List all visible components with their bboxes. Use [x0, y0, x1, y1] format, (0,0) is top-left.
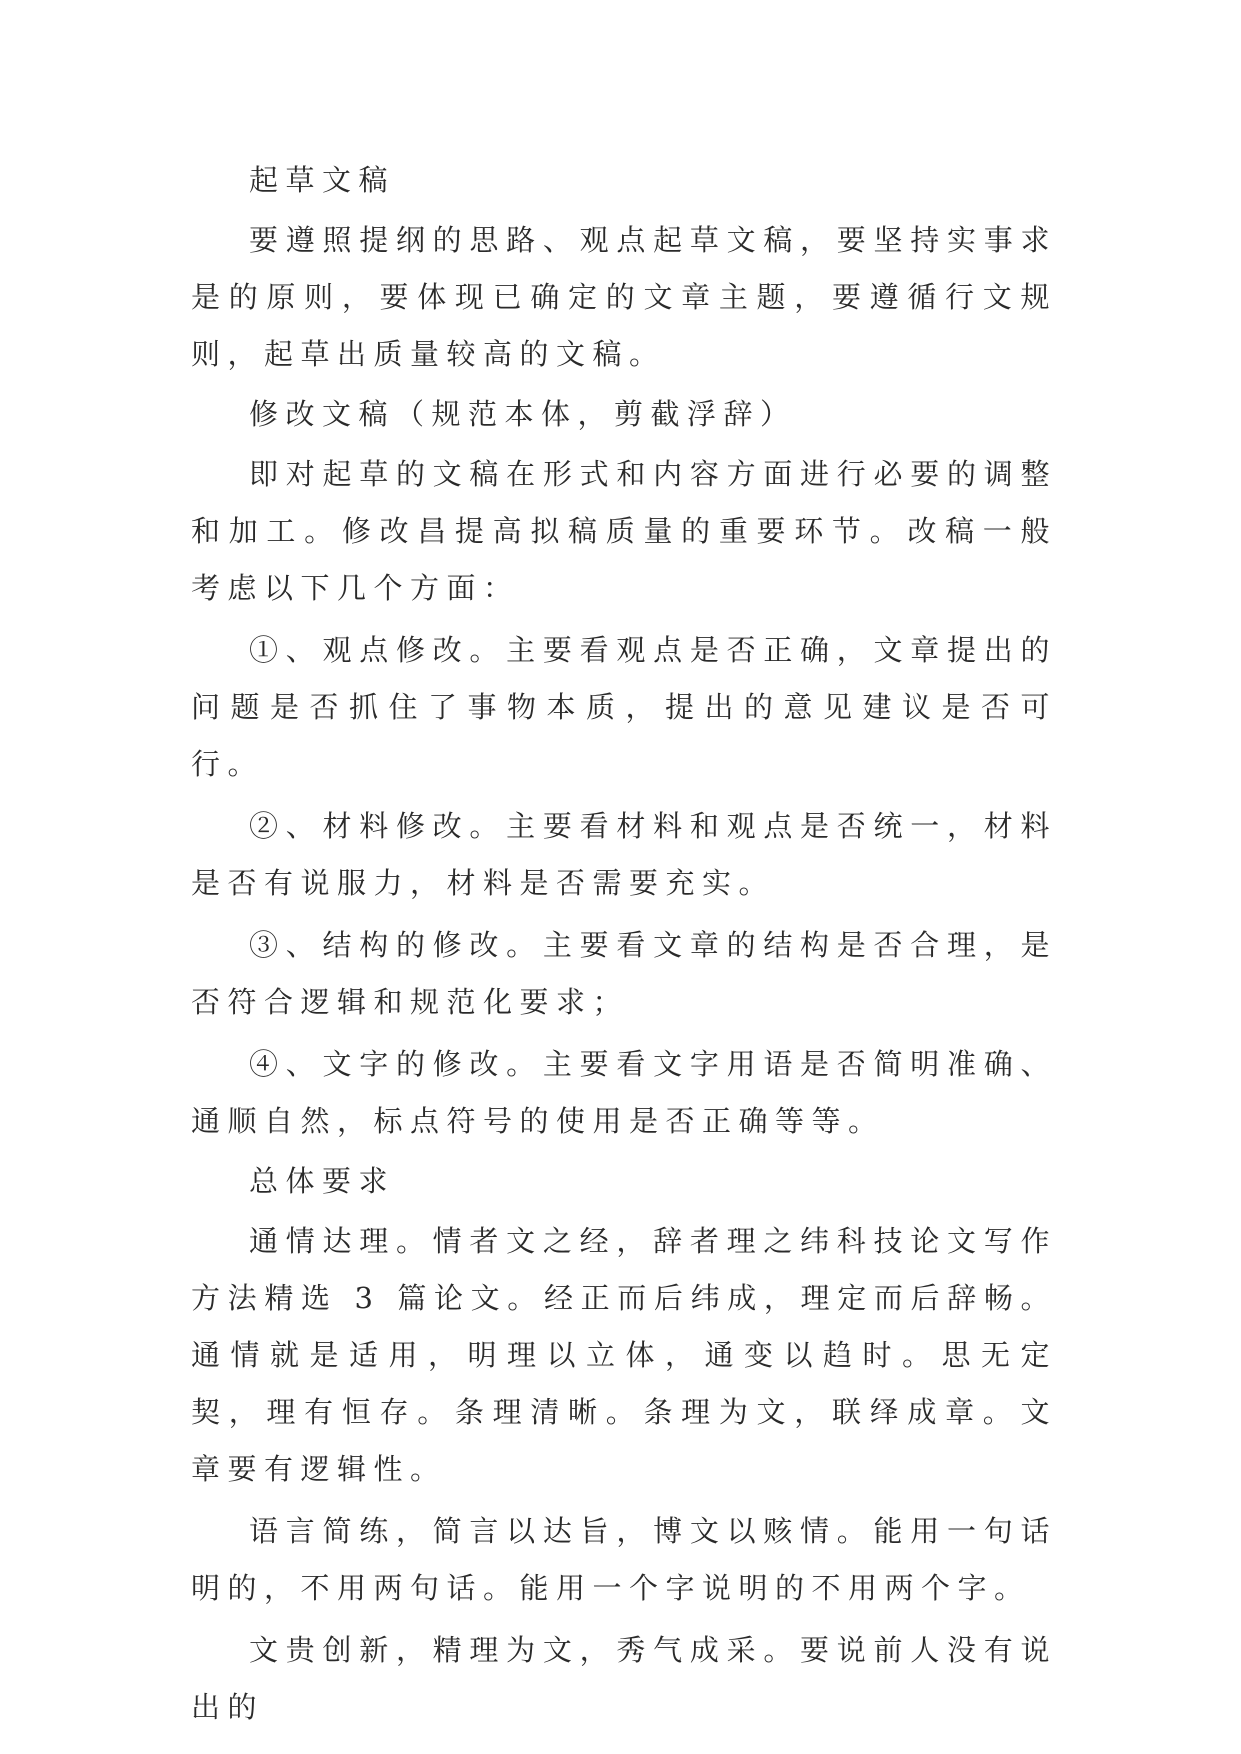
- paragraph-concise-language: 语言简练，简言以达旨，博文以赅情。能用一句话明的，不用两句话。能用一个字说明的不用两个字。: [191, 1514, 1057, 1605]
- list-item-structure: ③、结构的修改。主要看文章的结构是否合理，是否符合逻辑和规范化要求；: [191, 928, 1057, 1019]
- list-item-wording: ④、文字的修改。主要看文字用语是否简明准确、通顺自然，标点符号的使用是否正确等等。: [191, 1047, 1057, 1138]
- section-heading-revise: 修改文稿（规范本体，剪截浮辞）: [249, 397, 797, 431]
- section-heading-overall: 总体要求: [249, 1164, 396, 1198]
- document-body: [191, 152, 1057, 1736]
- paragraph-innovation: 文贵创新，精理为文，秀气成采。要说前人没有说出的: [191, 1633, 1057, 1724]
- section-heading-draft: 起草文稿: [249, 163, 396, 197]
- list-item-material: ②、材料修改。主要看材料和观点是否统一，材料是否有说服力，材料是否需要充实。: [191, 809, 1057, 900]
- paragraph-draft-requirements: 要遵照提纲的思路、观点起草文稿，要坚持实事求是的原则，要体现已确定的文章主题，要遵循行文规则，起草出质量较高的文稿。: [191, 223, 1057, 371]
- paragraph-reasonable: 通情达理。情者文之经，辞者理之纬科技论文写作方法精选 3 篇论文。经正而后纬成，理定而后辞畅。通情就是适用，明理以立体，通变以趋时。思无定契，理有恒存。条理清晰。条理为文，联绎成章。文章要有逻辑性。: [191, 1224, 1057, 1486]
- list-item-viewpoint: ①、观点修改。主要看观点是否正确，文章提出的问题是否抓住了事物本质，提出的意见建议是否可行。: [191, 633, 1057, 781]
- paragraph-revise-intro: 即对起草的文稿在形式和内容方面进行必要的调整和加工。修改昌提高拟稿质量的重要环节。改稿一般考虑以下几个方面：: [191, 457, 1057, 605]
